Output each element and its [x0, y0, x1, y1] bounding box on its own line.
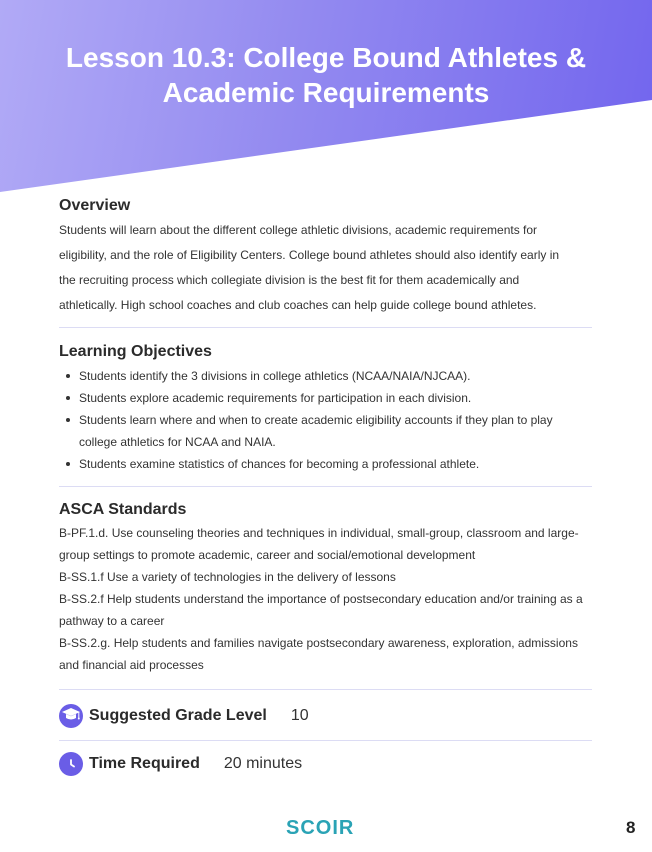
overview-section — [59, 196, 592, 318]
standard-line: B-SS.2.f Help students understand the importance of postsecondary education and/or training as a — [59, 592, 583, 606]
standard-line: B-SS.2.g. Help students and families navigate postsecondary awareness, exploration, admissions — [59, 636, 578, 650]
time-required-label: Time Required — [89, 755, 200, 772]
list-item: Students examine statistics of chances for becoming a professional athlete. — [59, 453, 592, 475]
learning-objectives-section — [59, 342, 592, 475]
time-required-value: 20 minutes — [223, 755, 303, 772]
page-title-line2: Academic Requirements — [162, 77, 490, 108]
standard-line: and financial aid processes — [59, 658, 204, 672]
grade-level-row — [59, 703, 592, 729]
overview-heading: Overview — [59, 197, 131, 214]
asca-standards-section — [59, 500, 592, 676]
overview-text — [59, 218, 592, 318]
learning-objectives-heading: Learning Objectives — [59, 343, 212, 360]
standard-line: pathway to a career — [59, 614, 165, 628]
overview-line: eligibility, and the role of Eligibility Centers. College bound athletes should also identify early in — [59, 248, 560, 262]
standard-line: group settings to promote academic, career and social/emotional development — [59, 548, 476, 562]
grade-level-label: Suggested Grade Level — [89, 707, 267, 724]
overview-line: athletically. High school coaches and club coaches can help guide college bound athletes. — [59, 298, 537, 312]
list-item: Students explore academic requirements for participation in each division. — [59, 387, 592, 409]
page-title — [40, 40, 612, 110]
standard-line: B-PF.1.d. Use counseling theories and techniques in individual, small-group, classroom and large- — [59, 526, 579, 540]
asca-standards-text — [59, 522, 592, 676]
divider — [59, 486, 592, 487]
divider — [59, 740, 592, 741]
time-required-row — [59, 751, 592, 777]
learning-objectives-list — [59, 365, 592, 475]
clock-icon — [59, 752, 83, 776]
lesson-content — [59, 196, 592, 777]
list-item — [59, 409, 592, 453]
standard-line: B-SS.1.f Use a variety of technologies in the delivery of lessons — [59, 570, 396, 584]
page-number: 8 — [626, 818, 636, 837]
list-item-line: Students learn where and when to create academic eligibility accounts if they plan to play — [79, 413, 553, 427]
grade-level-value: 10 — [290, 707, 309, 724]
list-item-line: college athletics for NCAA and NAIA. — [79, 435, 276, 449]
graduation-cap-icon — [59, 704, 83, 728]
overview-line: the recruiting process which collegiate division is the best fit for them academically and — [59, 273, 520, 287]
asca-standards-heading: ASCA Standards — [59, 501, 187, 518]
list-item: Students identify the 3 divisions in college athletics (NCAA/NAIA/NJCAA). — [59, 365, 592, 387]
divider — [59, 327, 592, 328]
overview-line: Students will learn about the different college athletic divisions, academic requirements for — [59, 223, 538, 237]
page-title-line1: Lesson 10.3: College Bound Athletes & — [65, 42, 587, 73]
divider — [59, 689, 592, 690]
scoir-logo: SCOIR — [286, 817, 355, 839]
